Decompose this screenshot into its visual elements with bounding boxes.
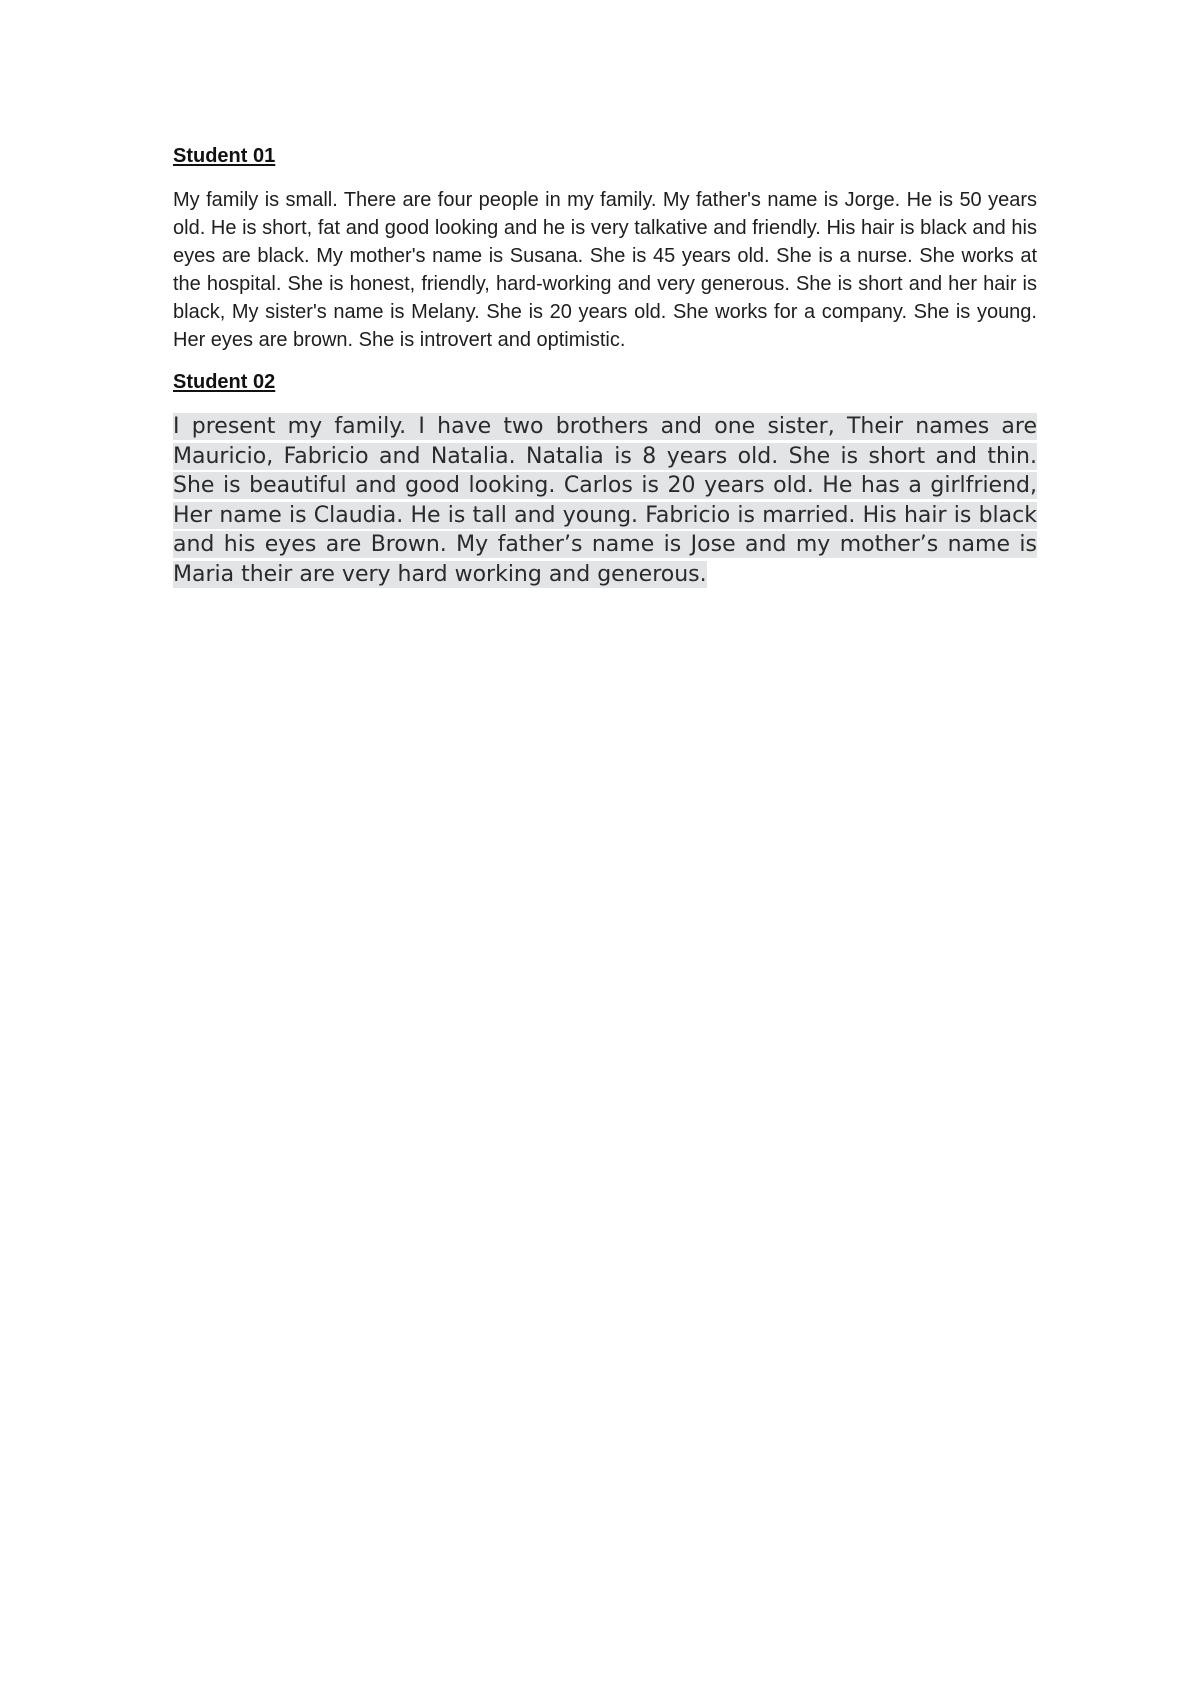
student-01-heading: Student 01 — [173, 145, 276, 167]
student-02-paragraph — [173, 412, 1037, 589]
student-02-highlighted-text: I present my family. I have two brothers and one sister, Their names are Mauricio, Fabricio and Natalia. Natalia is 8 years old. She is short and thin. She is beautiful and good looking. Carlos is 20 years old. He has a girlfriend, Her name is Claudia. He is tall and young. Fabricio is married. His hair is black and his eyes are Brown. My father’s name is Jose and my mother’s name is Maria their are very hard working and generous. — [173, 414, 1037, 587]
student-02-heading: Student 02 — [173, 371, 276, 393]
student-01-paragraph: My family is small. There are four people in my family. My father's name is Jorge. He is 50 years old. He is short, fat and good looking and he is very talkative and friendly. His hair is black and his eyes are black. My mother's name is Susana. She is 45 years old. She is a nurse. She works at the hospital. She is honest, friendly, hard-working and very generous. She is short and her hair is black, My sister's name is Melany. She is 20 years old. She works for a company. She is young. Her eyes are brown. She is introvert and optimistic. — [173, 189, 1037, 351]
document-body — [173, 142, 1037, 589]
